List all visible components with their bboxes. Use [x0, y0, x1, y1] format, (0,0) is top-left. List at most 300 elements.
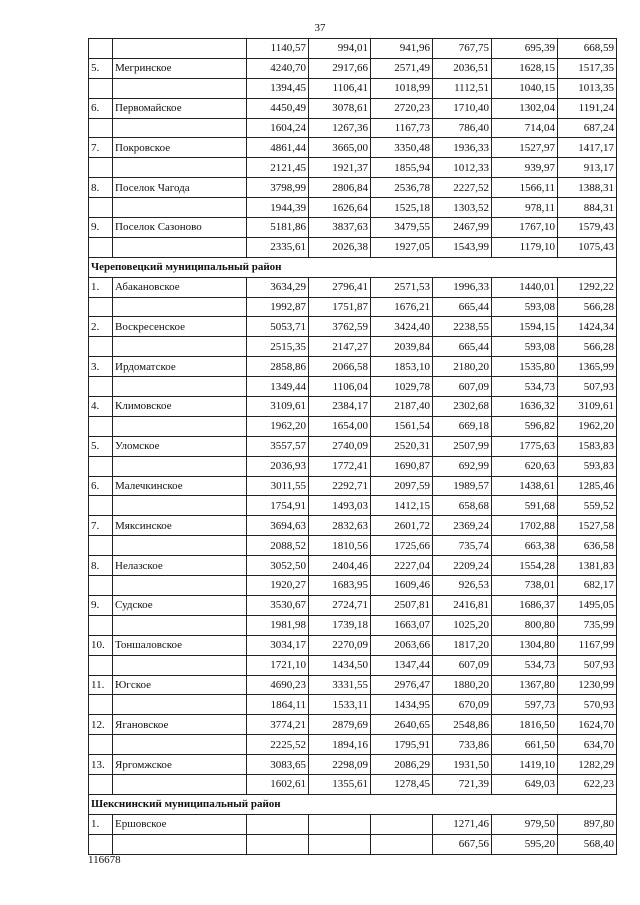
- value-cell: 1075,43: [558, 237, 617, 257]
- value-cell: 2724,71: [309, 595, 371, 615]
- settlement-name: Судское: [113, 595, 247, 615]
- table-row: [89, 675, 617, 695]
- value-cell: 1721,10: [247, 655, 309, 675]
- value-cell: 663,38: [492, 536, 558, 556]
- value-cell: 1739,18: [309, 615, 371, 635]
- row-number: [89, 774, 113, 794]
- table-row: [89, 516, 617, 536]
- row-number: 2.: [89, 317, 113, 337]
- value-cell: 3078,61: [309, 98, 371, 118]
- value-cell: 2187,40: [371, 397, 433, 417]
- value-cell: 1663,07: [371, 615, 433, 635]
- value-cell: 692,99: [433, 456, 492, 476]
- row-number: [89, 655, 113, 675]
- value-cell: 1106,04: [309, 377, 371, 397]
- table-row: [89, 755, 617, 775]
- settlement-name: [113, 735, 247, 755]
- table-row: [89, 735, 617, 755]
- value-cell: 3694,63: [247, 516, 309, 536]
- value-cell: 649,03: [492, 774, 558, 794]
- value-cell: 595,20: [492, 834, 558, 854]
- value-cell: 2298,09: [309, 755, 371, 775]
- value-cell: 2066,58: [309, 357, 371, 377]
- value-cell: 1989,57: [433, 476, 492, 496]
- value-cell: 570,93: [558, 695, 617, 715]
- value-cell: 1604,24: [247, 118, 309, 138]
- table-row: [89, 834, 617, 854]
- row-number: 7.: [89, 138, 113, 158]
- value-cell: 4240,70: [247, 58, 309, 78]
- value-cell: 1493,03: [309, 496, 371, 516]
- row-number: [89, 695, 113, 715]
- value-cell: 1424,34: [558, 317, 617, 337]
- value-cell: 1772,41: [309, 456, 371, 476]
- value-cell: 3557,57: [247, 436, 309, 456]
- value-cell: 2384,17: [309, 397, 371, 417]
- value-cell: 1040,15: [492, 78, 558, 98]
- row-number: [89, 118, 113, 138]
- settlement-name: [113, 416, 247, 436]
- settlement-name: [113, 615, 247, 635]
- table-row: [89, 695, 617, 715]
- value-cell: 1365,99: [558, 357, 617, 377]
- value-cell: 3109,61: [247, 397, 309, 417]
- value-cell: 3837,63: [309, 218, 371, 238]
- table-row: [89, 556, 617, 576]
- value-cell: 1853,10: [371, 357, 433, 377]
- settlement-name: [113, 158, 247, 178]
- value-cell: 1894,16: [309, 735, 371, 755]
- value-cell: [309, 834, 371, 854]
- value-cell: 4450,49: [247, 98, 309, 118]
- table-row: [89, 178, 617, 198]
- value-cell: 1855,94: [371, 158, 433, 178]
- value-cell: 682,17: [558, 576, 617, 596]
- value-cell: 897,80: [558, 814, 617, 834]
- value-cell: 1355,61: [309, 774, 371, 794]
- settlement-name: Малечкинское: [113, 476, 247, 496]
- settlement-name: Тоншаловское: [113, 635, 247, 655]
- value-cell: 593,08: [492, 337, 558, 357]
- value-cell: 2404,46: [309, 556, 371, 576]
- value-cell: 1561,54: [371, 416, 433, 436]
- settlement-name: Уломское: [113, 436, 247, 456]
- value-cell: 978,11: [492, 198, 558, 218]
- value-cell: 2063,66: [371, 635, 433, 655]
- value-cell: 1594,15: [492, 317, 558, 337]
- value-cell: 2039,84: [371, 337, 433, 357]
- settlement-name: [113, 576, 247, 596]
- value-cell: 1349,44: [247, 377, 309, 397]
- value-cell: 667,56: [433, 834, 492, 854]
- value-cell: 658,68: [433, 496, 492, 516]
- value-cell: 1292,22: [558, 277, 617, 297]
- value-cell: 534,73: [492, 655, 558, 675]
- value-cell: 1278,45: [371, 774, 433, 794]
- settlement-name: Яргомжское: [113, 755, 247, 775]
- table-row: [89, 39, 617, 59]
- settlement-name: Первомайское: [113, 98, 247, 118]
- value-cell: 1495,05: [558, 595, 617, 615]
- settlement-name: Абакановское: [113, 277, 247, 297]
- value-cell: 1282,29: [558, 755, 617, 775]
- value-cell: [371, 834, 433, 854]
- table-row: [89, 635, 617, 655]
- table-row: [89, 237, 617, 257]
- value-cell: 2536,78: [371, 178, 433, 198]
- row-number: [89, 297, 113, 317]
- value-cell: [371, 814, 433, 834]
- table-row: [89, 118, 617, 138]
- table-row: [89, 337, 617, 357]
- value-cell: 1179,10: [492, 237, 558, 257]
- value-cell: 2806,84: [309, 178, 371, 198]
- value-cell: 1012,33: [433, 158, 492, 178]
- value-cell: 2147,27: [309, 337, 371, 357]
- value-cell: 2026,38: [309, 237, 371, 257]
- value-cell: 1230,99: [558, 675, 617, 695]
- settlement-name: [113, 695, 247, 715]
- value-cell: 5181,86: [247, 218, 309, 238]
- settlement-name: Югское: [113, 675, 247, 695]
- value-cell: 1271,46: [433, 814, 492, 834]
- row-number: 6.: [89, 476, 113, 496]
- value-cell: 4690,23: [247, 675, 309, 695]
- value-cell: 559,52: [558, 496, 617, 516]
- value-cell: 5053,71: [247, 317, 309, 337]
- value-cell: 1140,57: [247, 39, 309, 59]
- row-number: [89, 735, 113, 755]
- value-cell: 1676,21: [371, 297, 433, 317]
- row-number: 10.: [89, 635, 113, 655]
- value-cell: 2088,52: [247, 536, 309, 556]
- district-title: Шекснинский муниципальный район: [89, 794, 617, 814]
- table-row: [89, 476, 617, 496]
- value-cell: 2520,31: [371, 436, 433, 456]
- row-number: 7.: [89, 516, 113, 536]
- settlement-name: [113, 377, 247, 397]
- district-header-row: [89, 257, 617, 277]
- value-cell: 1438,61: [492, 476, 558, 496]
- value-cell: 1767,10: [492, 218, 558, 238]
- value-cell: 1394,45: [247, 78, 309, 98]
- value-cell: 1412,15: [371, 496, 433, 516]
- tariff-table: [88, 38, 617, 855]
- value-cell: 2086,29: [371, 755, 433, 775]
- value-cell: 566,28: [558, 297, 617, 317]
- value-cell: 733,86: [433, 735, 492, 755]
- value-cell: 1535,80: [492, 357, 558, 377]
- settlement-name: Мяксинское: [113, 516, 247, 536]
- table-row: [89, 715, 617, 735]
- table-row: [89, 576, 617, 596]
- settlement-name: Воскресенское: [113, 317, 247, 337]
- table-row: [89, 198, 617, 218]
- value-cell: [247, 834, 309, 854]
- row-number: 5.: [89, 436, 113, 456]
- value-cell: 1388,31: [558, 178, 617, 198]
- table-body: [89, 39, 617, 855]
- value-cell: 735,74: [433, 536, 492, 556]
- value-cell: 3762,59: [309, 317, 371, 337]
- table-row: [89, 655, 617, 675]
- settlement-name: [113, 118, 247, 138]
- row-number: 12.: [89, 715, 113, 735]
- value-cell: 2507,81: [371, 595, 433, 615]
- row-number: 3.: [89, 357, 113, 377]
- value-cell: 2369,24: [433, 516, 492, 536]
- value-cell: 634,70: [558, 735, 617, 755]
- settlement-name: [113, 39, 247, 59]
- value-cell: 665,44: [433, 297, 492, 317]
- value-cell: 738,01: [492, 576, 558, 596]
- value-cell: 622,23: [558, 774, 617, 794]
- value-cell: 1654,00: [309, 416, 371, 436]
- table-row: [89, 357, 617, 377]
- value-cell: 1710,40: [433, 98, 492, 118]
- value-cell: 1944,39: [247, 198, 309, 218]
- value-cell: 1517,35: [558, 58, 617, 78]
- settlement-name: [113, 774, 247, 794]
- value-cell: 665,44: [433, 337, 492, 357]
- value-cell: 1304,80: [492, 635, 558, 655]
- settlement-name: [113, 198, 247, 218]
- row-number: [89, 834, 113, 854]
- value-cell: 1962,20: [247, 416, 309, 436]
- footer-code: 116678: [88, 854, 121, 866]
- row-number: 11.: [89, 675, 113, 695]
- district-title: Череповецкий муниципальный район: [89, 257, 617, 277]
- table-row: [89, 158, 617, 178]
- value-cell: 2227,04: [371, 556, 433, 576]
- value-cell: 1303,52: [433, 198, 492, 218]
- value-cell: 2416,81: [433, 595, 492, 615]
- table-row: [89, 98, 617, 118]
- value-cell: 2507,99: [433, 436, 492, 456]
- value-cell: 3424,40: [371, 317, 433, 337]
- value-cell: 1434,95: [371, 695, 433, 715]
- value-cell: 1302,04: [492, 98, 558, 118]
- value-cell: 2601,72: [371, 516, 433, 536]
- value-cell: 2917,66: [309, 58, 371, 78]
- value-cell: 4861,44: [247, 138, 309, 158]
- settlement-name: Ирдоматское: [113, 357, 247, 377]
- value-cell: 3083,65: [247, 755, 309, 775]
- value-cell: 2097,59: [371, 476, 433, 496]
- value-cell: 1690,87: [371, 456, 433, 476]
- value-cell: 3052,50: [247, 556, 309, 576]
- table-row: [89, 436, 617, 456]
- row-number: 8.: [89, 556, 113, 576]
- value-cell: 1864,11: [247, 695, 309, 715]
- value-cell: 1626,64: [309, 198, 371, 218]
- value-cell: 1554,28: [492, 556, 558, 576]
- table-row: [89, 277, 617, 297]
- value-cell: 1702,88: [492, 516, 558, 536]
- value-cell: 1367,80: [492, 675, 558, 695]
- value-cell: 1686,37: [492, 595, 558, 615]
- value-cell: 1583,83: [558, 436, 617, 456]
- value-cell: 1609,46: [371, 576, 433, 596]
- table-row: [89, 536, 617, 556]
- district-header-row: [89, 794, 617, 814]
- value-cell: 2740,09: [309, 436, 371, 456]
- value-cell: 591,68: [492, 496, 558, 516]
- value-cell: 1347,44: [371, 655, 433, 675]
- row-number: 5.: [89, 58, 113, 78]
- settlement-name: Ершовское: [113, 814, 247, 834]
- value-cell: 1602,61: [247, 774, 309, 794]
- value-cell: 714,04: [492, 118, 558, 138]
- value-cell: 3331,55: [309, 675, 371, 695]
- value-cell: 941,96: [371, 39, 433, 59]
- settlement-name: [113, 78, 247, 98]
- row-number: [89, 158, 113, 178]
- value-cell: 607,09: [433, 377, 492, 397]
- settlement-name: Мегринское: [113, 58, 247, 78]
- value-cell: 1816,50: [492, 715, 558, 735]
- row-number: [89, 237, 113, 257]
- row-number: 8.: [89, 178, 113, 198]
- settlement-name: Нелазское: [113, 556, 247, 576]
- value-cell: 2571,49: [371, 58, 433, 78]
- value-cell: 1112,51: [433, 78, 492, 98]
- value-cell: 661,50: [492, 735, 558, 755]
- value-cell: 767,75: [433, 39, 492, 59]
- row-number: 1.: [89, 277, 113, 297]
- value-cell: 2571,53: [371, 277, 433, 297]
- value-cell: 1636,32: [492, 397, 558, 417]
- table-row: [89, 58, 617, 78]
- settlement-name: Климовское: [113, 397, 247, 417]
- value-cell: 687,24: [558, 118, 617, 138]
- value-cell: 1285,46: [558, 476, 617, 496]
- value-cell: 1931,50: [433, 755, 492, 775]
- value-cell: 3634,29: [247, 277, 309, 297]
- table-row: [89, 496, 617, 516]
- value-cell: 1527,58: [558, 516, 617, 536]
- value-cell: 2467,99: [433, 218, 492, 238]
- value-cell: 2036,51: [433, 58, 492, 78]
- value-cell: 1106,41: [309, 78, 371, 98]
- value-cell: 2832,63: [309, 516, 371, 536]
- value-cell: [247, 814, 309, 834]
- value-cell: 1525,18: [371, 198, 433, 218]
- value-cell: 2209,24: [433, 556, 492, 576]
- table-row: [89, 377, 617, 397]
- value-cell: 721,39: [433, 774, 492, 794]
- value-cell: 1527,97: [492, 138, 558, 158]
- table-row: [89, 78, 617, 98]
- value-cell: 534,73: [492, 377, 558, 397]
- value-cell: 1533,11: [309, 695, 371, 715]
- value-cell: 2180,20: [433, 357, 492, 377]
- value-cell: 979,50: [492, 814, 558, 834]
- settlement-name: [113, 456, 247, 476]
- value-cell: [309, 814, 371, 834]
- value-cell: 3530,67: [247, 595, 309, 615]
- value-cell: 926,53: [433, 576, 492, 596]
- value-cell: 3034,17: [247, 635, 309, 655]
- settlement-name: Поселок Чагода: [113, 178, 247, 198]
- value-cell: 1817,20: [433, 635, 492, 655]
- value-cell: 3011,55: [247, 476, 309, 496]
- value-cell: 1962,20: [558, 416, 617, 436]
- table-row: [89, 615, 617, 635]
- value-cell: 1191,24: [558, 98, 617, 118]
- value-cell: 1381,83: [558, 556, 617, 576]
- value-cell: 1579,43: [558, 218, 617, 238]
- table-row: [89, 138, 617, 158]
- value-cell: 1880,20: [433, 675, 492, 695]
- value-cell: 593,08: [492, 297, 558, 317]
- value-cell: 668,59: [558, 39, 617, 59]
- value-cell: 597,73: [492, 695, 558, 715]
- value-cell: 800,80: [492, 615, 558, 635]
- value-cell: 1725,66: [371, 536, 433, 556]
- value-cell: 1981,98: [247, 615, 309, 635]
- row-number: [89, 576, 113, 596]
- value-cell: 2515,35: [247, 337, 309, 357]
- value-cell: 884,31: [558, 198, 617, 218]
- value-cell: 1440,01: [492, 277, 558, 297]
- table-row: [89, 814, 617, 834]
- value-cell: 596,82: [492, 416, 558, 436]
- value-cell: 735,99: [558, 615, 617, 635]
- value-cell: 2036,93: [247, 456, 309, 476]
- value-cell: 2227,52: [433, 178, 492, 198]
- value-cell: 786,40: [433, 118, 492, 138]
- value-cell: 1795,91: [371, 735, 433, 755]
- value-cell: 620,63: [492, 456, 558, 476]
- settlement-name: [113, 337, 247, 357]
- value-cell: 507,93: [558, 655, 617, 675]
- value-cell: 994,01: [309, 39, 371, 59]
- table-row: [89, 317, 617, 337]
- settlement-name: Поселок Сазоново: [113, 218, 247, 238]
- value-cell: 913,17: [558, 158, 617, 178]
- value-cell: 1434,50: [309, 655, 371, 675]
- table-row: [89, 456, 617, 476]
- value-cell: 1751,87: [309, 297, 371, 317]
- settlement-name: [113, 496, 247, 516]
- value-cell: 1927,05: [371, 237, 433, 257]
- value-cell: 1025,20: [433, 615, 492, 635]
- row-number: [89, 78, 113, 98]
- value-cell: 1992,87: [247, 297, 309, 317]
- row-number: [89, 337, 113, 357]
- value-cell: 3774,21: [247, 715, 309, 735]
- value-cell: 2335,61: [247, 237, 309, 257]
- value-cell: 1810,56: [309, 536, 371, 556]
- value-cell: 1920,27: [247, 576, 309, 596]
- value-cell: 2270,09: [309, 635, 371, 655]
- row-number: 13.: [89, 755, 113, 775]
- value-cell: 1419,10: [492, 755, 558, 775]
- value-cell: 1996,33: [433, 277, 492, 297]
- row-number: [89, 615, 113, 635]
- row-number: 4.: [89, 397, 113, 417]
- row-number: [89, 536, 113, 556]
- value-cell: 2225,52: [247, 735, 309, 755]
- value-cell: 1566,11: [492, 178, 558, 198]
- value-cell: 2121,45: [247, 158, 309, 178]
- value-cell: 1754,91: [247, 496, 309, 516]
- value-cell: 695,39: [492, 39, 558, 59]
- value-cell: 2640,65: [371, 715, 433, 735]
- value-cell: 1267,36: [309, 118, 371, 138]
- table-row: [89, 218, 617, 238]
